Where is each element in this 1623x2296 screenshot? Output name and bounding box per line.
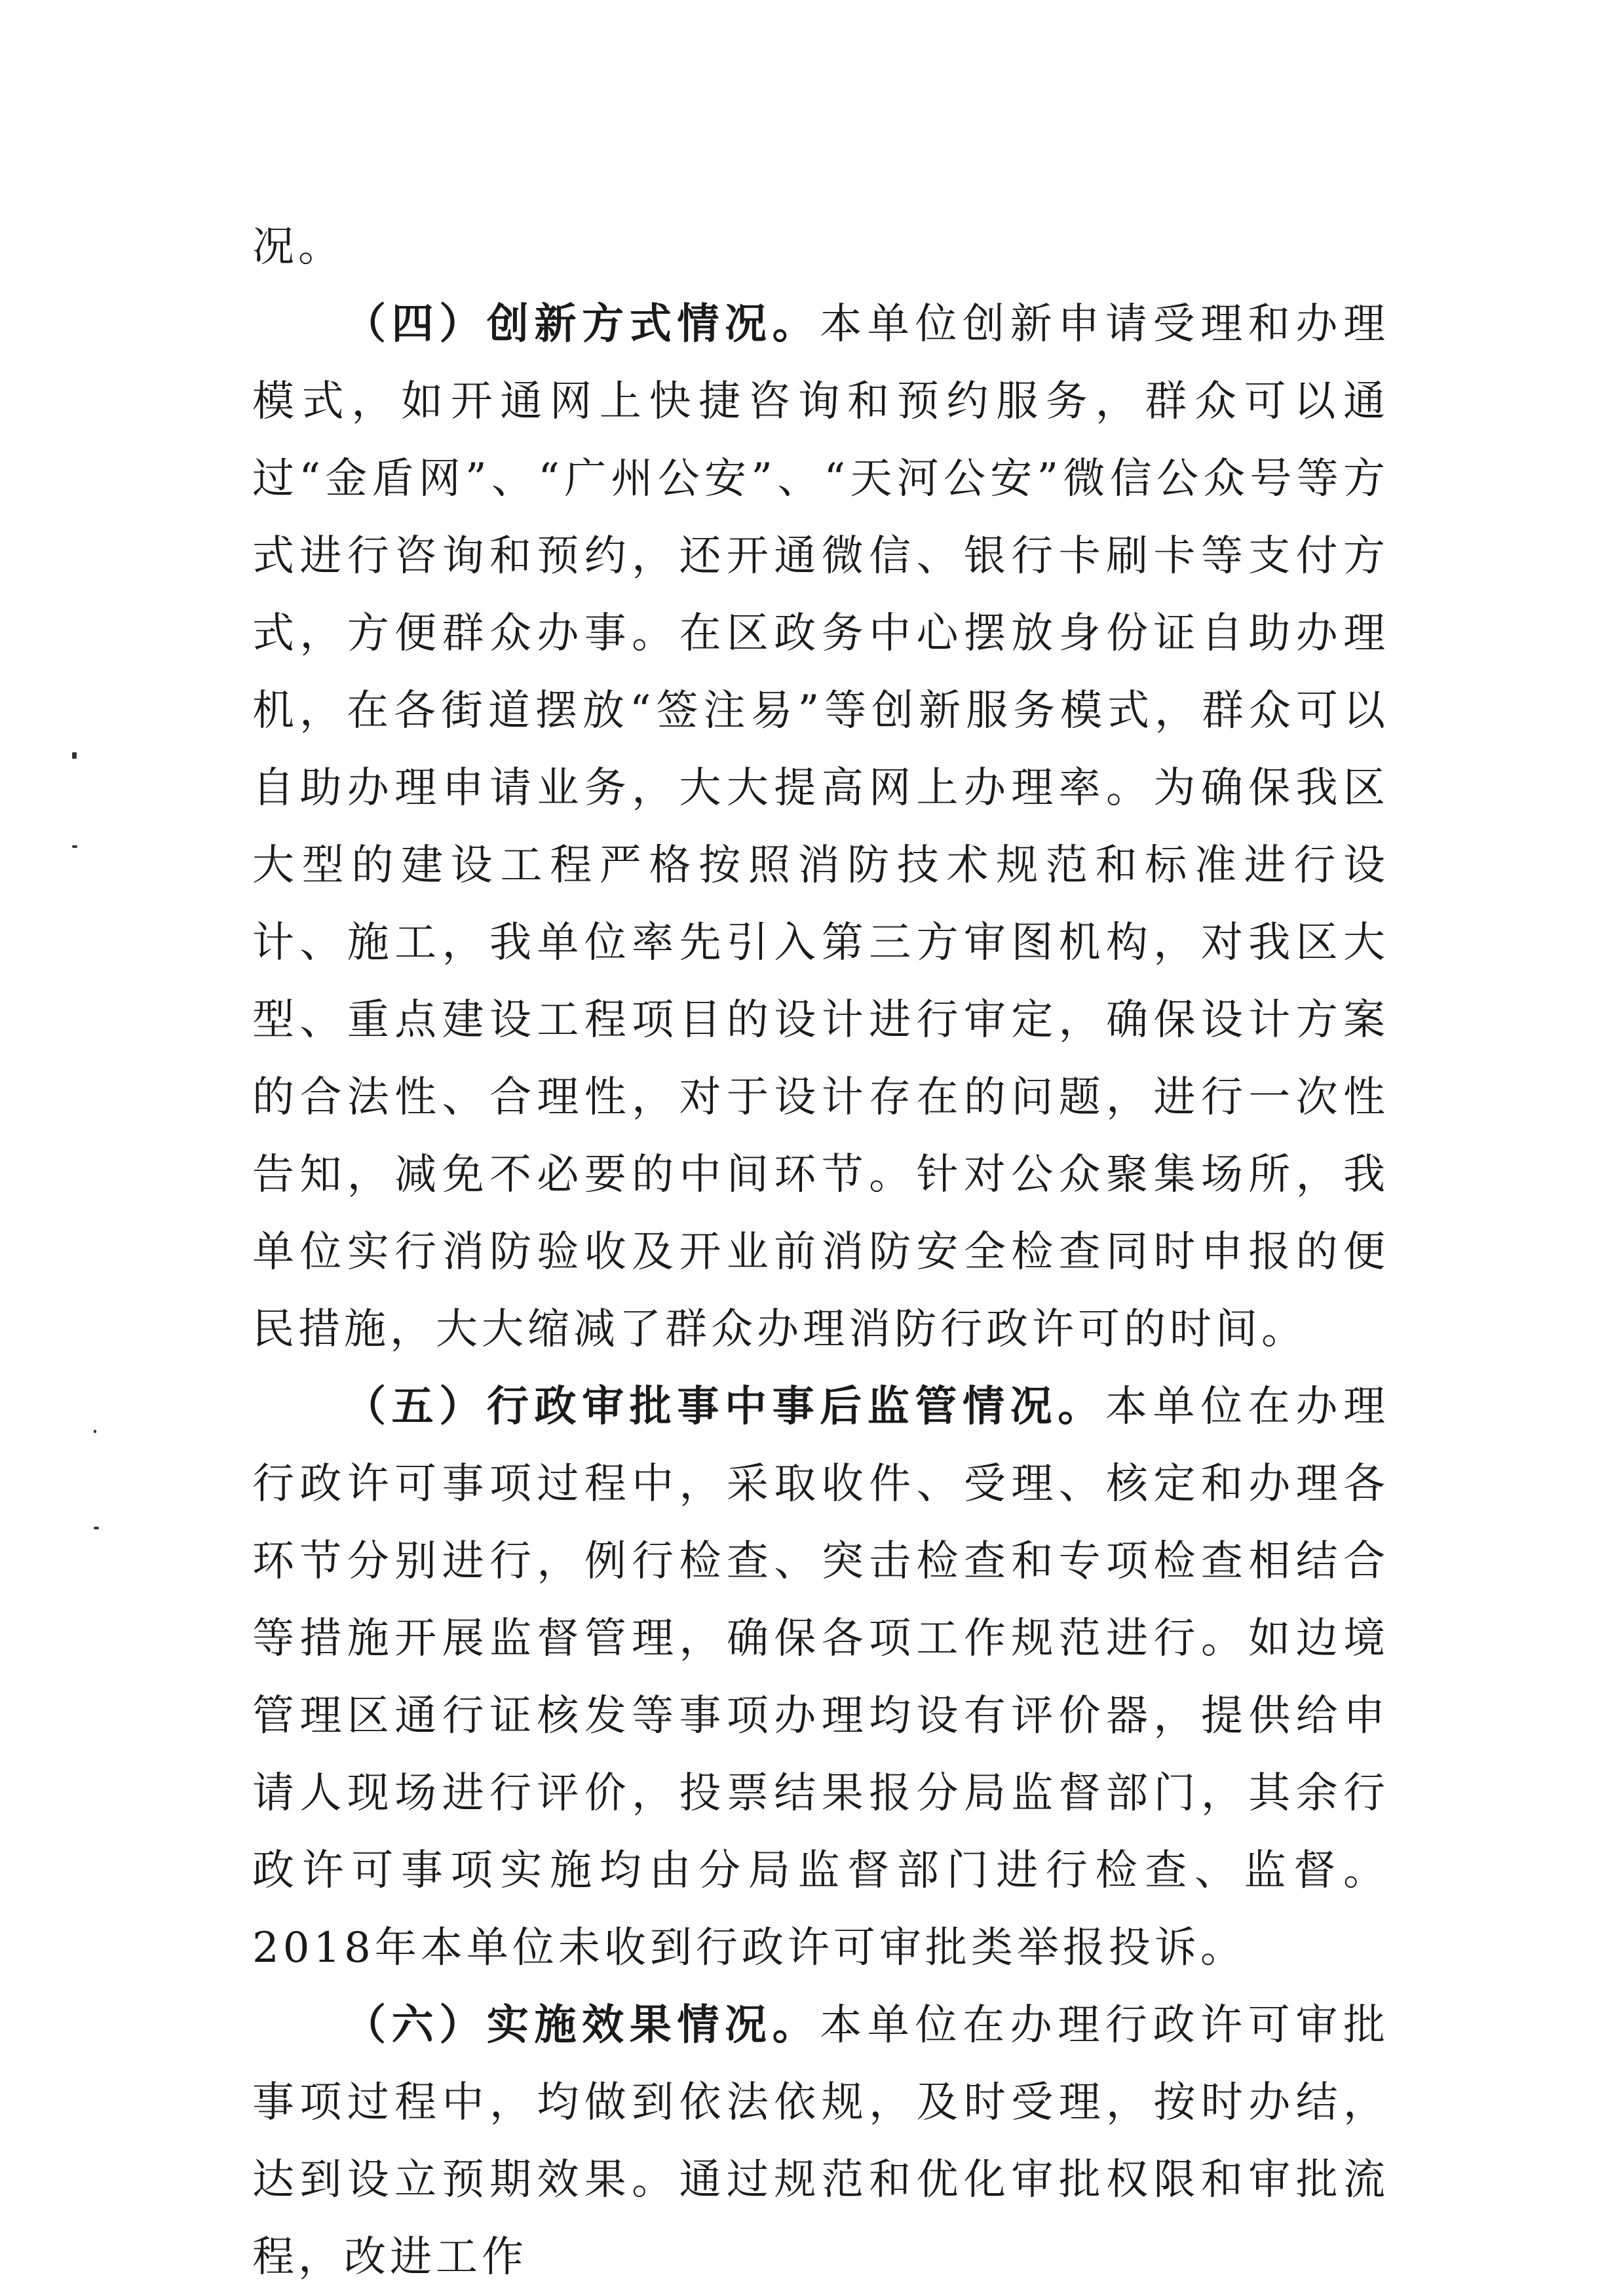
scan-mark [72, 752, 77, 759]
scan-mark [94, 1527, 99, 1529]
paragraph-body: 本单位在办理行政许可事项过程中，采取收件、受理、核定和办理各环节分别进行，例行检查、突击检查和专项检查相结合等措施开展监督管理，确保各项工作规范进行。如边境管理区通行证核发等事项办理均设有评价器，提供给申请人现场进行评价，投票结果报分局监督部门，其余行政许可事项实施均由分局监督部门进行检查、监督。2018年本单位未收到行政许可审批类举报投诉。 [252, 1383, 1390, 1972]
paragraph-body: 本单位创新申请受理和办理模式，如开通网上快捷咨询和预约服务，群众可以通过“金盾网”、“广州公安”、“天河公安”微信公众号等方式进行咨询和预约，还开通微信、银行卡刷卡等支付方式，方便群众办事。在区政务中心摆放身份证自助办理机，在各街道摆放“签注易”等创新服务模式，群众可以自助办理申请业务，大大提高网上办理率。为确保我区大型的建设工程严格按照消防技术规范和标准进行设计、施工，我单位率先引入第三方审图机构，对我区大型、重点建设工程项目的设计进行审定，确保设计方案的合法性、合理性，对于设计存在的问题，进行一次性告知，减免不必要的中间环节。针对公众聚集场所，我单位实行消防验收及开业前消防安全检查同时申报的便民措施，大大缩减了群众办理消防行政许可的时间。 [252, 300, 1390, 1354]
paragraph-supervision [252, 1368, 1389, 1987]
paragraph-body: 本单位在办理行政许可审批事项过程中，均做到依法依规，及时受理，按时办结，达到设立预期效果。通过规范和优化审批权限和审批流程，改进工作 [252, 2001, 1390, 2282]
paragraph-effect [252, 1987, 1389, 2296]
paragraph-heading: （五）行政审批事中事后监管情况。 [344, 1382, 1105, 1431]
paragraph-body: 况。 [252, 223, 344, 271]
scan-mark [72, 845, 77, 848]
scan-mark [94, 1430, 96, 1433]
paragraph-heading: （四）创新方式情况。 [344, 299, 820, 349]
paragraph-heading: （六）实施效果情况。 [344, 2000, 820, 2050]
body-text [252, 208, 1389, 2296]
paragraph-innovation [252, 286, 1389, 1368]
paragraph-continuation [252, 208, 1389, 286]
